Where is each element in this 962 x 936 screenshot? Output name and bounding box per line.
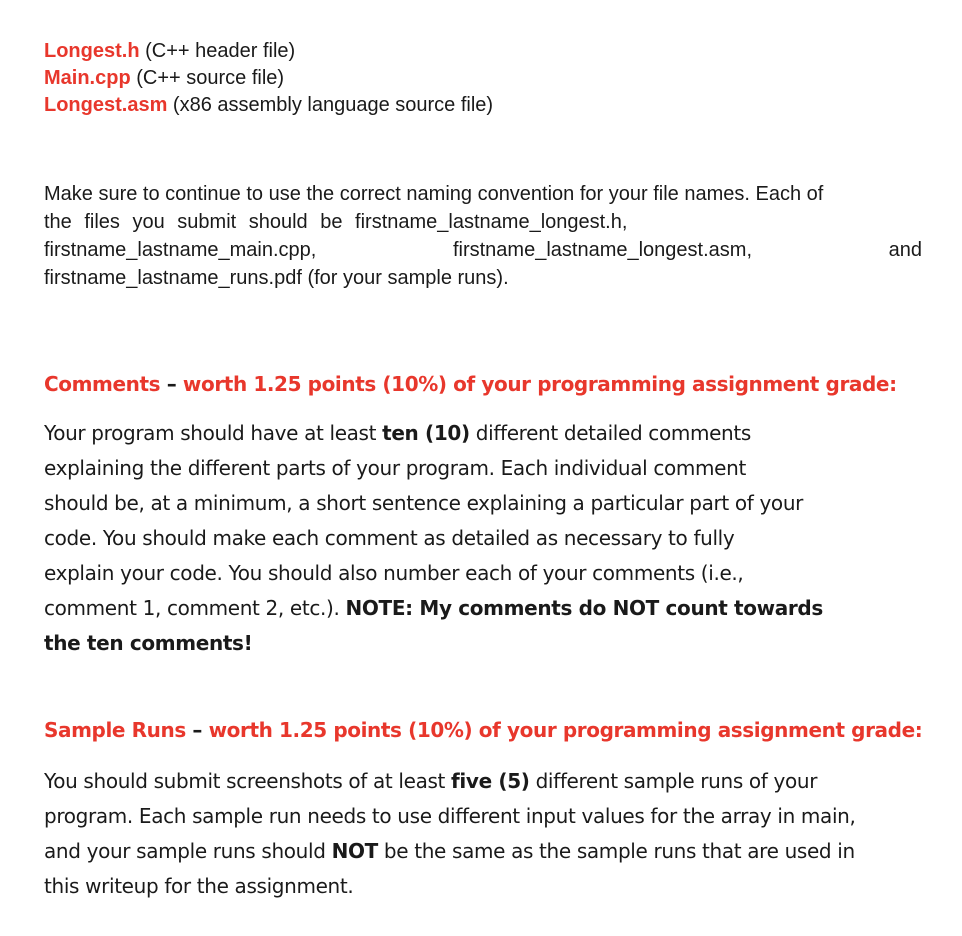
paragraph-line <box>44 764 924 799</box>
paragraph-line: explain your code. You should also number each of your comments (i.e., <box>44 561 744 585</box>
naming-line <box>44 236 922 264</box>
section-worth: worth 1.25 points (10%) of your programming assignment grade: <box>182 372 897 396</box>
section-worth: worth 1.25 points (10%) of your programming assignment grade: <box>208 718 923 742</box>
text: You should submit screenshots of at least <box>44 769 452 793</box>
file-item-header <box>44 38 493 65</box>
naming-text: firstname_lastname_main.cpp, <box>44 239 317 261</box>
naming-text: the files you submit should be firstname_lastname_longest.h, <box>44 211 628 233</box>
heading-dash: – <box>185 718 209 742</box>
paragraph-line: program. Each sample run needs to use different input values for the array in main, <box>44 804 856 828</box>
naming-text: firstname_lastname_longest.asm, <box>452 239 753 261</box>
comments-paragraph <box>44 416 924 661</box>
text: comment 1, comment 2, etc.). <box>44 596 346 620</box>
paragraph-line: should be, at a minimum, a short sentence explaining a particular part of your <box>44 491 804 515</box>
naming-text: Make sure to continue to use the correct naming convention for your file names. Each of <box>44 183 824 205</box>
emphasis-text: NOT <box>331 839 378 863</box>
file-name: Main.cpp <box>44 67 131 89</box>
file-item-asm <box>44 92 493 119</box>
paragraph-line: the ten comments! <box>44 631 253 655</box>
text: be the same as the sample runs that are used in <box>377 839 855 863</box>
naming-convention-paragraph <box>44 180 922 292</box>
sample-runs-paragraph <box>44 764 924 904</box>
section-title: Comments <box>44 372 161 396</box>
naming-line <box>44 264 922 292</box>
paragraph-line <box>44 834 924 869</box>
sample-runs-heading <box>44 718 922 742</box>
naming-text: firstname_lastname_runs.pdf (for your sample runs). <box>44 267 509 289</box>
file-item-main <box>44 65 493 92</box>
paragraph-line: this writeup for the assignment. <box>44 874 354 898</box>
text: different detailed comments <box>469 421 751 445</box>
emphasis-text: five (5) <box>451 769 530 793</box>
emphasis-text: NOTE: My comments do NOT count towards <box>345 596 823 620</box>
paragraph-line: explaining the different parts of your program. Each individual comment <box>44 456 746 480</box>
text: different sample runs of your <box>529 769 818 793</box>
naming-line <box>44 208 922 236</box>
file-list <box>44 38 493 119</box>
emphasis-text: ten (10) <box>382 421 470 445</box>
naming-line <box>44 180 922 208</box>
text: Your program should have at least <box>44 421 383 445</box>
naming-text: and <box>888 239 922 261</box>
paragraph-line <box>44 416 924 451</box>
file-name: Longest.asm <box>44 94 168 116</box>
section-title: Sample Runs <box>44 718 186 742</box>
comments-heading <box>44 372 897 396</box>
text: and your sample runs should <box>44 839 332 863</box>
heading-dash: – <box>160 372 183 396</box>
paragraph-line <box>44 591 924 626</box>
file-description: (C++ header file) <box>139 40 296 62</box>
file-description: (x86 assembly language source file) <box>167 94 494 116</box>
file-name: Longest.h <box>44 40 140 62</box>
file-description: (C++ source file) <box>130 67 285 89</box>
paragraph-line: code. You should make each comment as detailed as necessary to fully <box>44 526 735 550</box>
